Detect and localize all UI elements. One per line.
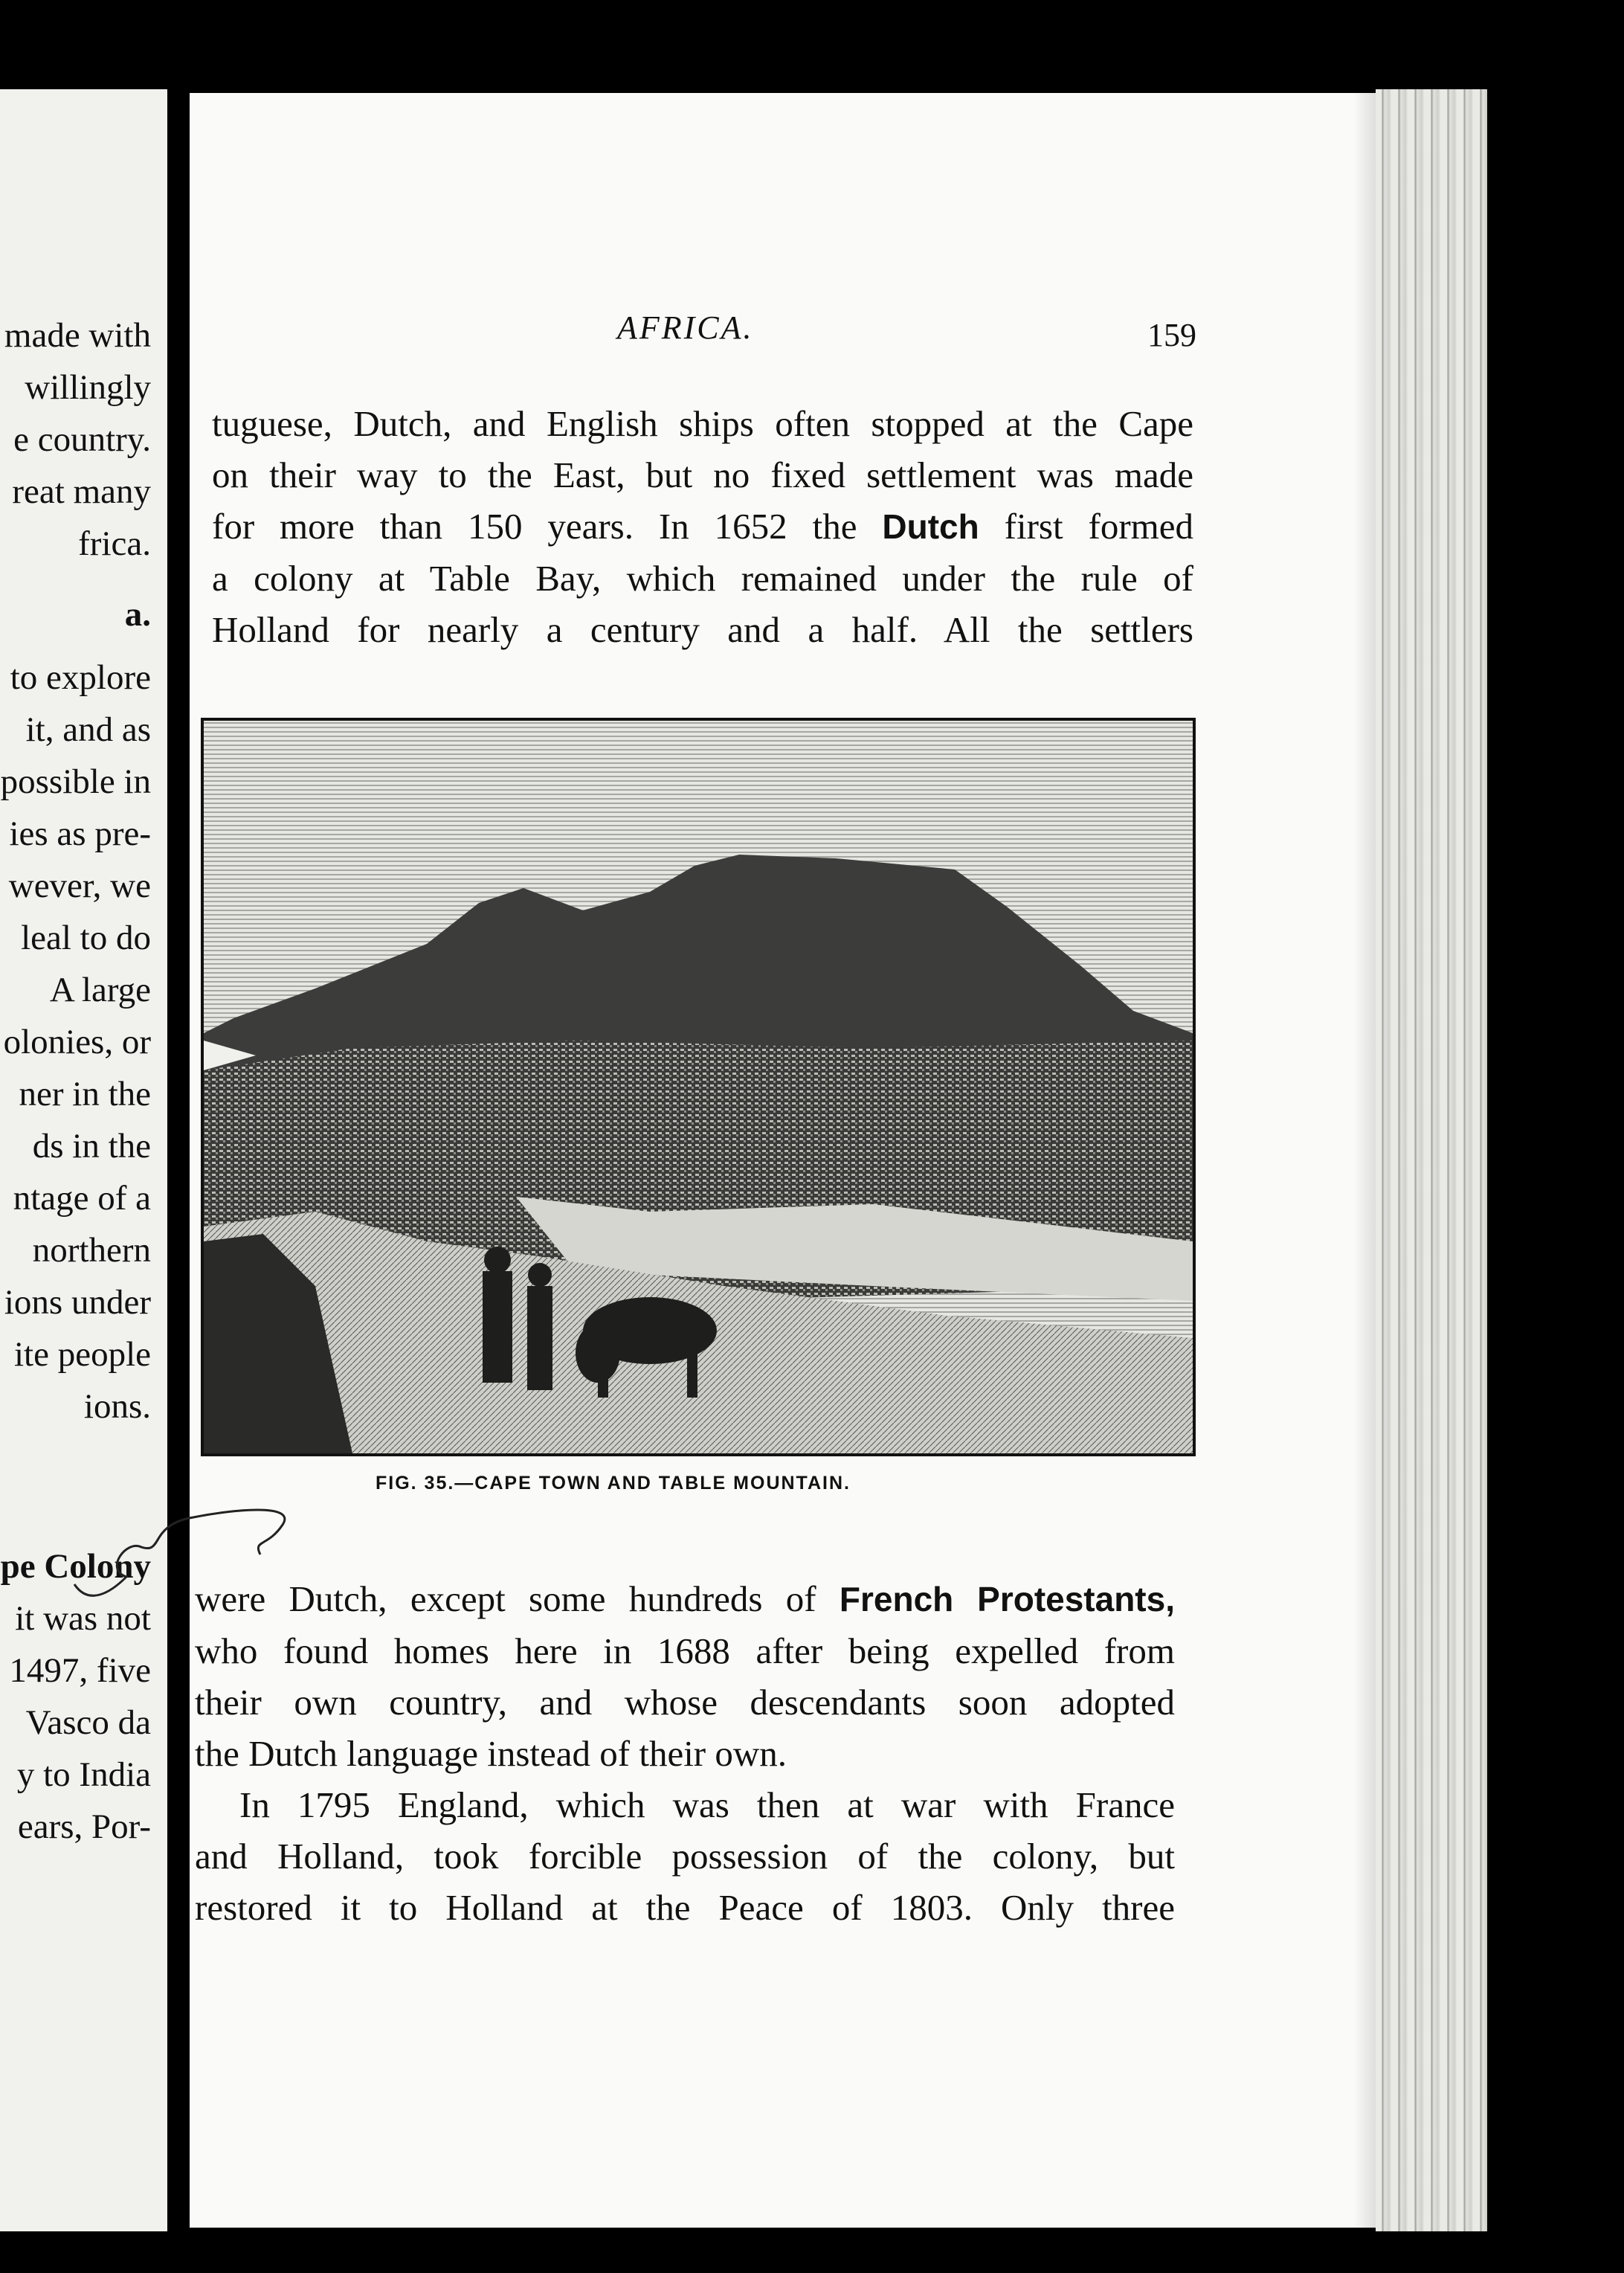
text-run: were Dutch, except some hundreds of [195, 1578, 840, 1619]
engraving-illustration [204, 721, 1193, 1453]
text-line: tuguese, Dutch, and English ships often stopped at the Cape [212, 403, 1193, 444]
text-line: on their way to the East, but no fixed settlement was made [212, 454, 1193, 495]
left-page-line: ies as pre- [9, 814, 151, 853]
bold-term: Dutch [882, 507, 979, 546]
left-page-line: reat many [12, 472, 151, 511]
left-page-line: pe Colony [0, 1547, 151, 1586]
left-page-line: ner in the [19, 1075, 151, 1113]
left-page-line: made with [4, 316, 151, 355]
left-page-line: leal to do [21, 919, 151, 957]
paragraph-continued-2 [195, 1573, 1175, 1933]
page-number: 159 [1147, 317, 1196, 353]
bold-term: French Protestants, [839, 1580, 1175, 1618]
left-page-line: frica. [78, 524, 151, 563]
left-page-line: wever, we [8, 867, 151, 905]
figure-engraving [201, 718, 1196, 1456]
left-page-line: possible in [0, 762, 151, 801]
left-page-line: Vasco da [25, 1703, 151, 1742]
text-run: first formed [979, 506, 1193, 547]
left-page-line: northern [32, 1231, 151, 1270]
text-line [212, 501, 1193, 553]
left-page-line: ite people [13, 1335, 151, 1374]
left-page-line: ions. [83, 1387, 151, 1426]
left-page-line: ntage of a [13, 1179, 151, 1218]
text-line: who found homes here in 1688 after being expelled from [195, 1630, 1175, 1671]
left-page-line: A large [49, 971, 151, 1009]
left-page-line: 1497, five [9, 1651, 151, 1690]
left-page-line: y to India [16, 1755, 151, 1794]
book-gutter [167, 89, 190, 2231]
left-page-line: a. [124, 595, 151, 634]
left-page-line: olonies, or [3, 1023, 151, 1061]
left-page-line: e country. [13, 420, 151, 459]
left-page-line: it was not [15, 1599, 151, 1638]
text-line: restored it to Holland at the Peace of 1803. Only three [195, 1887, 1175, 1928]
text-line: a colony at Table Bay, which remained under the rule of [212, 558, 1193, 599]
text-line: and Holland, took forcible possession of the colony, but [195, 1836, 1175, 1877]
left-page-line: willingly [25, 368, 151, 407]
left-page-line: ears, Por- [17, 1807, 151, 1846]
text-run: for more than 150 years. In 1652 the [212, 506, 883, 547]
previous-page-fragment [0, 89, 167, 2231]
left-page-line: it, and as [25, 710, 151, 749]
text-line-last: the Dutch language instead of their own. [195, 1733, 787, 1774]
running-head: AFRICA. [617, 309, 754, 346]
text-line: their own country, and whose descendants soon adopted [195, 1682, 1175, 1723]
text-line [195, 1573, 1175, 1625]
text-line: Holland for nearly a century and a half. All the settlers [212, 609, 1193, 650]
figure-caption: FIG. 35.—CAPE TOWN AND TABLE MOUNTAIN. [376, 1473, 851, 1494]
text-line: In 1795 England, which was then at war with France [239, 1784, 1175, 1825]
left-page-line: ions under [4, 1283, 151, 1322]
left-page-line: ds in the [32, 1127, 151, 1166]
page-stack-edge [1376, 89, 1487, 2231]
left-page-line: to explore [10, 658, 151, 697]
paragraph-continued [212, 398, 1193, 655]
